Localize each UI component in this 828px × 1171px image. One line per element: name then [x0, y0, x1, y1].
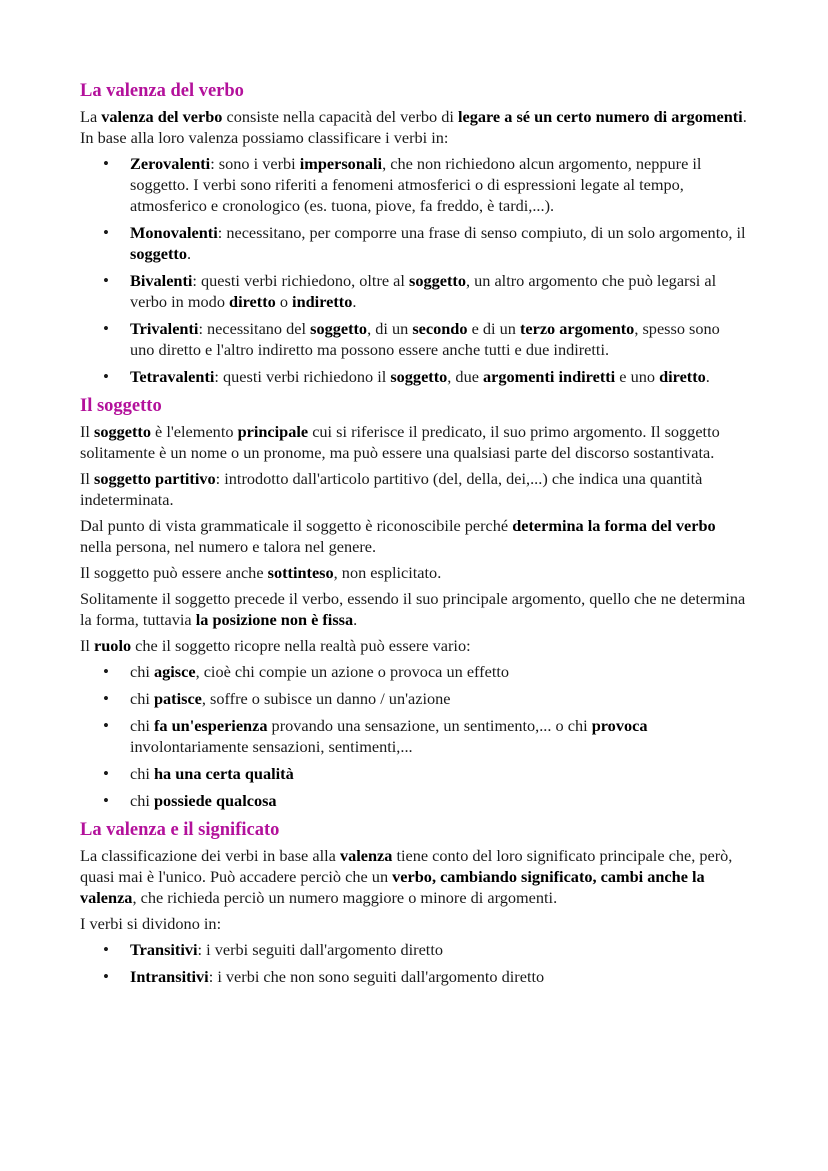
paragraph: Dal punto di vista grammaticale il soggetto è riconoscibile perché determina la forma del verbo nella persona, nel numero e talora nel genere. [80, 516, 716, 556]
paragraph: La classificazione dei verbi in base alla valenza tiene conto del loro significato principale che, però, quasi mai è l'unico. Può accadere perciò che un verbo, cambiando significato, cambi anche la valenza, che richieda perciò un numero maggiore o minore di argomenti. [80, 846, 733, 907]
paragraph: Solitamente il soggetto precede il verbo, essendo il suo principale argomento, quello che ne determina la forma, tuttavia la posizione non è fissa. [80, 589, 746, 629]
bold-text: determina la forma del verbo [512, 516, 716, 535]
bold-text: valenza del verbo [101, 107, 223, 126]
valence-list [80, 153, 748, 387]
bold-text: soggetto [390, 367, 448, 386]
bold-text: patisce [153, 689, 202, 708]
section-title: Il soggetto [80, 396, 162, 416]
bold-text: agisce [153, 662, 196, 681]
list-item: • Monovalenti: necessitano, per comporre una frase di senso compiuto, di un solo argomento, il soggetto. [80, 222, 748, 264]
section-il-soggetto [80, 395, 748, 811]
verb-type-list [80, 939, 748, 987]
paragraph: Il soggetto può essere anche sottinteso, non esplicitato. [80, 563, 442, 582]
bold-text: Monovalenti [130, 223, 218, 242]
bold-text: indiretto [292, 292, 353, 311]
list-item: • Bivalenti: questi verbi richiedono, oltre al soggetto, un altro argomento che può legarsi al verbo in modo diretto o indiretto. [80, 270, 748, 312]
paragraph: I verbi si dividono in: [80, 914, 222, 933]
section-title: La valenza del verbo [80, 81, 244, 101]
subject-role-list [80, 661, 748, 811]
bold-text: Intransitivi [130, 967, 209, 986]
list-item: • Transitivi: i verbi seguiti dall'argomento diretto [80, 939, 748, 960]
list-item: • chi patisce, soffre o subisce un danno / un'azione [80, 688, 748, 709]
section-valenza-e-significato [80, 819, 748, 987]
bold-text: soggetto partitivo [94, 469, 216, 488]
bold-text: verbo, cambiando significato, cambi anche la valenza [80, 867, 705, 907]
bold-text: Tetravalenti [130, 367, 215, 386]
bold-text: soggetto [130, 244, 187, 263]
paragraph: Il ruolo che il soggetto ricopre nella realtà può essere vario: [80, 636, 471, 655]
bold-text: Zerovalenti [130, 154, 211, 173]
bold-text: possiede qualcosa [153, 791, 277, 810]
section-title: La valenza e il significato [80, 820, 280, 840]
bold-text: la posizione non è fissa [195, 610, 354, 629]
bold-text: Transitivi [130, 940, 198, 959]
bold-text: diretto [229, 292, 276, 311]
list-item: • Intransitivi: i verbi che non sono seguiti dall'argomento diretto [80, 966, 748, 987]
bold-text: soggetto [409, 271, 466, 290]
list-item: • chi possiede qualcosa [80, 790, 748, 811]
bold-text: ha una certa qualità [153, 764, 294, 783]
section-valenza-del-verbo [80, 80, 748, 387]
bold-text: soggetto [310, 319, 368, 338]
bold-text: argomenti indiretti [483, 367, 616, 386]
section-intro: La valenza del verbo consiste nella capacità del verbo di legare a sé un certo numero di argomenti. In base alla loro valenza possiamo classificare i verbi in: [80, 107, 747, 147]
bold-text: principale [237, 422, 309, 441]
bold-text: secondo [412, 319, 468, 338]
list-item: • Tetravalenti: questi verbi richiedono il soggetto, due argomenti indiretti e uno diretto. [80, 366, 748, 387]
paragraph: Il soggetto partitivo: introdotto dall'articolo partitivo (del, della, dei,...) che indica una quantità indeterminata. [80, 469, 703, 509]
bold-text: Bivalenti [130, 271, 193, 290]
bold-text: Trivalenti [130, 319, 199, 338]
paragraph-group [80, 845, 748, 934]
list-item: • chi ha una certa qualità [80, 763, 748, 784]
paragraph-group [80, 421, 748, 656]
list-item: • chi agisce, cioè chi compie un azione o provoca un effetto [80, 661, 748, 682]
bold-text: legare a sé un certo numero di argomenti [457, 107, 743, 126]
list-item: • Zerovalenti: sono i verbi impersonali, che non richiedono alcun argomento, neppure il soggetto. I verbi sono riferiti a fenomeni atmosferici o di espressioni legate al tempo, atmosferico e cronologico (es. tuona, piove, fa freddo, è tardi,...). [80, 153, 748, 216]
bold-text: sottinteso [267, 563, 334, 582]
bold-text: diretto [659, 367, 706, 386]
bold-text: soggetto [94, 422, 151, 441]
paragraph: Il soggetto è l'elemento principale cui si riferisce il predicato, il suo primo argomento. Il soggetto solitamente è un nome o un pronome, ma può essere una qualsiasi parte del discorso sostantivata. [80, 422, 720, 462]
bold-text: terzo argomento [519, 319, 635, 338]
list-item: • chi fa un'esperienza provando una sensazione, un sentimento,... o chi provoca involontariamente sensazioni, sentimenti,... [80, 715, 748, 757]
bold-text: provoca [591, 716, 648, 735]
bold-text: fa un'esperienza [153, 716, 268, 735]
bold-text: valenza [339, 846, 393, 865]
list-item: • Trivalenti: necessitano del soggetto, di un secondo e di un terzo argomento, spesso sono uno diretto e l'altro indiretto ma possono essere anche tutti e due indiretti. [80, 318, 748, 360]
bold-text: impersonali [299, 154, 383, 173]
bold-text: ruolo [94, 636, 132, 655]
